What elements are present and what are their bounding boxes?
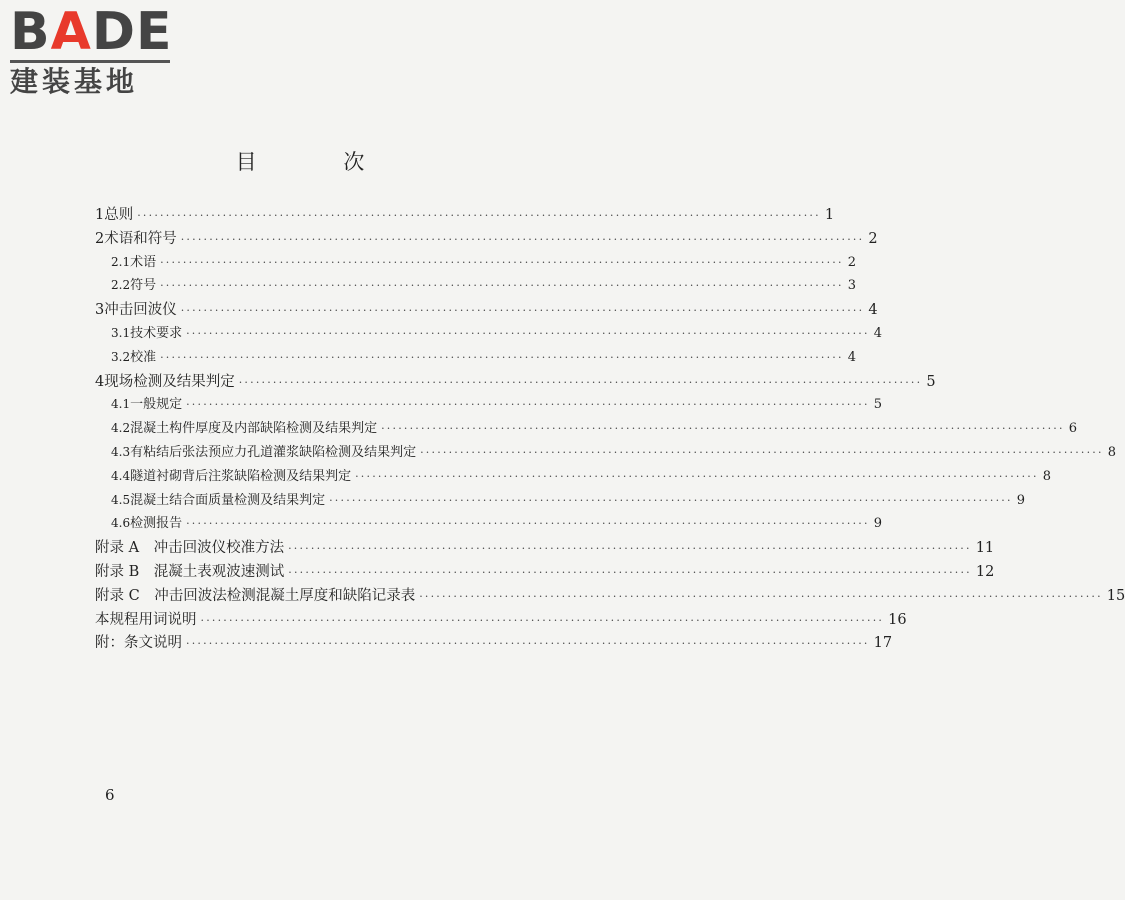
toc-leader-dots: ························································································································ [186,398,870,412]
toc-entry-page: 15 [1106,587,1125,604]
toc-entry-page: 17 [873,635,893,652]
toc-entry [95,417,1077,441]
toc-entry-page: 2 [868,230,878,247]
toc-entry-label: 检测报告 [130,516,183,532]
toc-leader-dots: ························································································································ [160,350,844,364]
toc-entry-label: 现场检测及结果判定 [104,373,235,390]
toc-entry [95,322,882,346]
toc-entry [95,631,893,655]
toc-leader-dots: ························································································································ [355,469,1039,483]
toc-leader-dots: ························································································································ [200,613,885,627]
toc-entry-number: 2.2 [111,278,131,293]
toc-leader-dots: ························································································································ [238,375,923,389]
toc-entry-number: 4.3 [111,444,131,459]
toc-leader-dots: ························································································································ [160,255,844,269]
toc-leader-dots: ························································································································ [288,565,972,579]
toc-entry-page: 8 [1042,468,1051,484]
toc-entry-page: 11 [975,540,995,557]
toc-leader-dots: ························································································································ [419,589,1103,603]
toc-entry-page: 6 [1068,421,1077,437]
toc-entry-label: 校准 [130,349,157,365]
toc-entry [95,465,1051,489]
toc-leader-dots: ························································································································ [186,637,870,651]
toc-entry [95,346,856,370]
toc-leader-dots: ························································································································ [186,517,870,531]
toc-entry-number: 4.6 [111,516,131,531]
toc-entry [95,489,1025,513]
toc-entry [95,227,878,251]
logo [10,2,180,98]
toc-entry [95,536,995,560]
toc-entry-number: 1 [95,207,105,223]
toc-entry-number: 3.2 [111,349,131,364]
toc-entry-page: 5 [926,373,936,390]
toc-entry-label: 附录 A 冲击回波仪校准方法 [95,540,285,557]
toc-entry-label: 混凝土结合面质量检测及结果判定 [130,492,326,508]
toc-entry [95,608,907,632]
toc-entry-number: 4.2 [111,421,131,436]
toc-entry [95,393,882,417]
toc-entry-label: 术语和符号 [104,230,177,247]
toc-entry-label: 有粘结后张法预应力孔道灌浆缺陷检测及结果判定 [130,444,417,460]
toc-entry-page: 9 [873,516,882,532]
logo-wordmark: BADE [10,2,173,62]
toc-entry-label: 附录 C 冲击回波法检测混凝土厚度和缺陷记录表 [95,587,416,604]
toc-leader-dots: ························································································································ [180,232,865,246]
toc-entry [95,251,856,275]
toc-entry [95,274,856,298]
toc-entry [95,512,882,536]
toc-entry-page: 4 [873,325,882,341]
logo-subtitle: 建装基地 [10,65,139,98]
toc-entry-number: 4.5 [111,492,131,507]
toc-title: 目 次 [235,150,405,174]
toc-entry-number: 4.1 [111,397,131,412]
toc-entry-number: 2.1 [111,254,131,269]
toc-entry-page: 4 [868,302,878,319]
toc-leader-dots: ························································································································ [180,304,865,318]
toc-entry-label: 附：条文说明 [95,635,182,652]
toc-entry-label: 一般规定 [130,397,183,413]
page-number: 6 [105,786,115,804]
toc-entry-label: 混凝土构件厚度及内部缺陷检测及结果判定 [130,421,378,437]
table-of-contents [95,203,1125,655]
toc-entry-page: 1 [824,207,835,223]
toc-entry-page: 12 [975,563,995,580]
toc-entry [95,584,1125,608]
toc-entry-page: 8 [1107,444,1116,460]
toc-entry-number: 3.1 [111,325,131,340]
toc-entry-page: 4 [847,349,856,365]
toc-entry-page: 2 [847,254,856,270]
toc-entry-page: 3 [847,278,856,294]
toc-entry-number: 4 [95,373,105,390]
toc-entry-label: 技术要求 [130,325,183,341]
toc-entry-number: 4.4 [111,468,131,483]
toc-entry-label: 附录 B 混凝土表观波速测试 [95,563,285,580]
toc-entry-page: 5 [873,397,882,413]
toc-leader-dots: ························································································································ [381,422,1065,436]
toc-entry-number: 2 [95,230,105,247]
toc-entry [95,441,1116,465]
toc-entry-page: 9 [1016,492,1025,508]
toc-leader-dots: ························································································································ [329,493,1013,507]
toc-leader-dots: ························································································································ [288,542,972,556]
toc-leader-dots: ························································································································ [420,445,1104,459]
toc-entry [95,560,995,584]
toc-entry-label: 本规程用词说明 [95,611,197,628]
toc-entry-label: 隧道衬砌背后注浆缺陷检测及结果判定 [130,468,352,484]
toc-leader-dots: ························································································································ [137,209,821,222]
toc-entry-number: 3 [95,302,105,319]
toc-entry [95,203,835,227]
toc-entry-page: 16 [888,611,907,628]
toc-leader-dots: ························································································································ [186,326,870,340]
toc-entry-label: 术语 [130,254,157,270]
toc-entry-label: 总则 [104,207,134,223]
toc-leader-dots: ························································································································ [160,279,844,293]
toc-entry [95,370,936,394]
toc-entry-label: 符号 [130,278,157,294]
toc-entry-label: 冲击回波仪 [104,302,177,319]
toc-entry [95,298,878,322]
